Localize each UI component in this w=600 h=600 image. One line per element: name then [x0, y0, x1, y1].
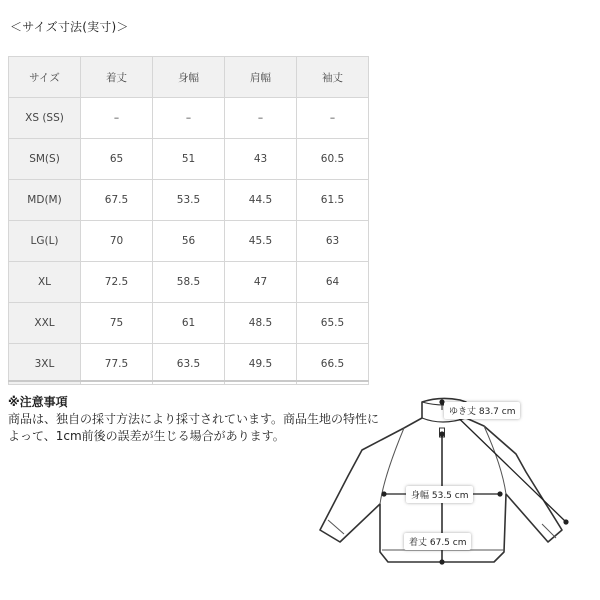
size-table [8, 56, 369, 385]
value-cell: 72.5 [81, 262, 153, 303]
value-cell: 58.5 [153, 262, 225, 303]
notes-title: ※注意事項 [8, 395, 68, 409]
table-row [9, 180, 369, 221]
table-row [9, 221, 369, 262]
value-cell: – [81, 98, 153, 139]
value-cell: – [225, 98, 297, 139]
chest-width-label: 身幅 53.5 cm [406, 486, 473, 503]
header-cell: 袖丈 [297, 57, 369, 98]
value-cell: 67.5 [81, 180, 153, 221]
value-cell: 51 [153, 139, 225, 180]
size-cell: XS (SS) [9, 98, 81, 139]
value-cell: 47 [225, 262, 297, 303]
value-cell: – [153, 98, 225, 139]
header-cell: 肩幅 [225, 57, 297, 98]
table-row [9, 262, 369, 303]
notes-line: よって、1cm前後の誤差が生じる場合があります。 [8, 429, 285, 443]
body-length-label: 着丈 67.5 cm [404, 533, 471, 550]
value-cell: 63 [297, 221, 369, 262]
value-cell: 61.5 [297, 180, 369, 221]
table-row [9, 303, 369, 344]
size-cell: XL [9, 262, 81, 303]
value-cell: 53.5 [153, 180, 225, 221]
garment-diagram [318, 392, 600, 600]
table-row [9, 344, 369, 385]
value-cell: 49.5 [225, 344, 297, 385]
measure-point [563, 519, 568, 524]
measure-point [381, 491, 386, 496]
size-cell: SM(S) [9, 139, 81, 180]
sleeve-length-label: ゆき丈 83.7 cm [444, 402, 520, 419]
table-bottom-rule [8, 380, 369, 382]
section-title: ＜サイズ寸法(実寸)＞ [10, 20, 129, 34]
value-cell: – [297, 98, 369, 139]
table-header-row [9, 57, 369, 98]
value-cell: 77.5 [81, 344, 153, 385]
value-cell: 45.5 [225, 221, 297, 262]
value-cell: 66.5 [297, 344, 369, 385]
value-cell: 75 [81, 303, 153, 344]
table-row [9, 139, 369, 180]
value-cell: 70 [81, 221, 153, 262]
value-cell: 61 [153, 303, 225, 344]
measure-point [497, 491, 502, 496]
value-cell: 60.5 [297, 139, 369, 180]
measure-point [439, 431, 444, 436]
value-cell: 56 [153, 221, 225, 262]
value-cell: 48.5 [225, 303, 297, 344]
value-cell: 63.5 [153, 344, 225, 385]
value-cell: 44.5 [225, 180, 297, 221]
measure-point [439, 559, 444, 564]
value-cell: 43 [225, 139, 297, 180]
size-cell: MD(M) [9, 180, 81, 221]
size-cell: 3XL [9, 344, 81, 385]
header-cell: サイズ [9, 57, 81, 98]
size-cell: XXL [9, 303, 81, 344]
header-cell: 身幅 [153, 57, 225, 98]
value-cell: 65.5 [297, 303, 369, 344]
size-cell: LG(L) [9, 221, 81, 262]
notes-line: 商品は、独自の採寸方法により採寸されています。商品生地の特性に [8, 412, 380, 426]
header-cell: 着丈 [81, 57, 153, 98]
value-cell: 65 [81, 139, 153, 180]
value-cell: 64 [297, 262, 369, 303]
table-row [9, 98, 369, 139]
